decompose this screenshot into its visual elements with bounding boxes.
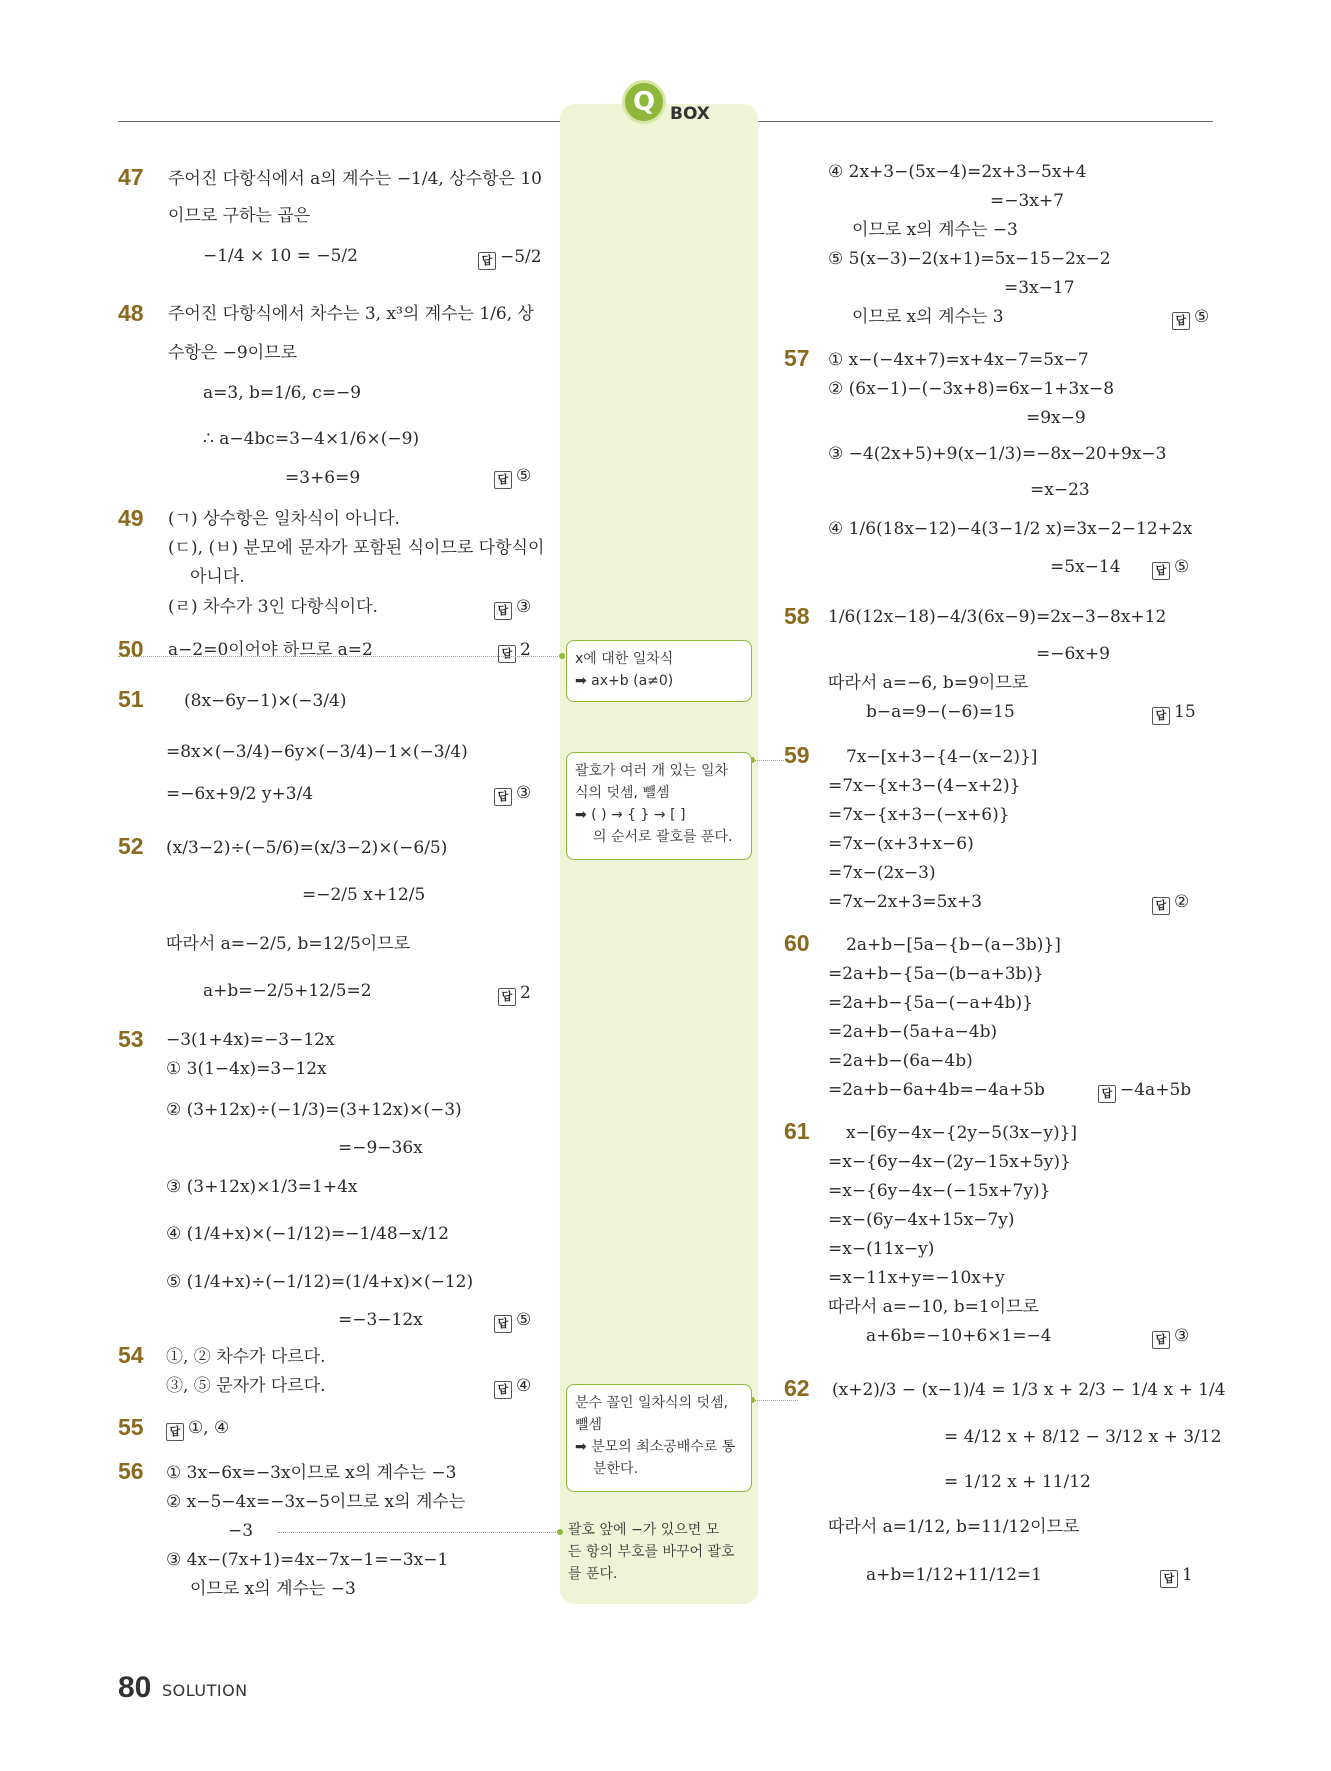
problem-number: 57 xyxy=(784,345,810,371)
tip-text: 의 순서로 괄호를 푼다. xyxy=(593,829,733,845)
solution-line: =2a+b−6a+4b=−4a+5b xyxy=(828,1080,1045,1100)
solution-line: = 1/12 x + 11/12 xyxy=(944,1472,1091,1492)
answer-mark-icon: 답 xyxy=(494,602,512,620)
tip-leader-line xyxy=(752,1400,798,1401)
tip-text: 뺄셈 xyxy=(575,1417,603,1433)
solution-line: =2a+b−{5a−(b−a+3b)} xyxy=(828,964,1044,984)
solution-line: (8x−6y−1)×(−3/4) xyxy=(184,691,347,711)
solution-line: 주어진 다항식에서 차수는 3, x³의 계수는 1/6, 상 xyxy=(168,304,534,324)
solution-line: ③ 4x−(7x+1)=4x−7x−1=−3x−1 xyxy=(166,1550,449,1570)
problem-number: 49 xyxy=(118,505,144,531)
solution-line: ② (3+12x)÷(−1/3)=(3+12x)×(−3) xyxy=(166,1100,462,1120)
answer-mark-icon: 답 xyxy=(1172,312,1190,330)
solution-line: ② x−5−4x=−3x−5이므로 x의 계수는 xyxy=(166,1492,466,1512)
answer: 답 ⑤ xyxy=(494,466,531,489)
answer: 답 ⑤ xyxy=(1172,307,1209,330)
problem-number: 52 xyxy=(118,833,144,859)
solution-line: ①, ② 차수가 다르다. xyxy=(166,1347,326,1367)
tip-connector-dot xyxy=(557,1529,563,1535)
solution-line: 이므로 구하는 곱은 xyxy=(168,206,311,226)
solution-line: a+6b=−10+6×1=−4 xyxy=(866,1326,1052,1346)
solution-line: =x−11x+y=−10x+y xyxy=(828,1268,1005,1288)
page-number: 80 xyxy=(118,1671,152,1704)
solution-line: =x−(11x−y) xyxy=(828,1239,935,1259)
problem-number: 55 xyxy=(118,1414,144,1440)
tip-text: ➡ ax+b (a≠0) xyxy=(575,673,674,689)
problem-number: 59 xyxy=(784,742,810,768)
tip-box-brackets xyxy=(566,752,752,860)
answer-mark-icon: 답 xyxy=(1152,707,1170,725)
qbox-label: BOX xyxy=(670,104,710,124)
solution-line: =2a+b−(6a−4b) xyxy=(828,1051,973,1071)
problem-number: 47 xyxy=(118,164,144,190)
solution-line: ④ 1/6(18x−12)−4(3−1/2 x)=3x−2−12+2x xyxy=(828,519,1193,539)
solution-line: ① x−(−4x+7)=x+4x−7=5x−7 xyxy=(828,350,1089,370)
answer-mark-icon: 답 xyxy=(478,252,496,270)
tip-text: 식의 덧셈, 뺄셈 xyxy=(575,785,670,801)
solution-line: ① 3(1−4x)=3−12x xyxy=(166,1059,327,1079)
solution-line: 7x−[x+3−{4−(x−2)}] xyxy=(846,747,1038,767)
solution-line: a+b=1/12+11/12=1 xyxy=(866,1565,1042,1585)
problem-number: 53 xyxy=(118,1026,144,1052)
problem-number: 60 xyxy=(784,930,810,956)
solution-line: =7x−(2x−3) xyxy=(828,863,936,883)
problem-number: 51 xyxy=(118,686,144,712)
qbox-icon: Q xyxy=(622,80,666,124)
solution-line: 따라서 a=−2/5, b=12/5이므로 xyxy=(166,934,411,954)
solution-line: (ㄱ) 상수항은 일차식이 아니다. xyxy=(168,509,400,529)
tip-leader-line xyxy=(118,656,562,657)
answer: 답 ③ xyxy=(494,597,531,620)
answer-mark-icon: 답 xyxy=(1160,1570,1178,1588)
solution-line: =x−{6y−4x−(2y−15x+5y)} xyxy=(828,1152,1071,1172)
tip-text: 괄호 앞에 −가 있으면 모 xyxy=(568,1522,720,1538)
solution-line: =2a+b−(5a+a−4b) xyxy=(828,1022,998,1042)
solution-line: ③ (3+12x)×1/3=1+4x xyxy=(166,1177,358,1197)
solution-line: =−3−12x xyxy=(338,1310,423,1330)
solution-line: ⑤ 5(x−3)−2(x+1)=5x−15−2x−2 xyxy=(828,249,1111,269)
solution-line: =5x−14 xyxy=(1050,557,1121,577)
solution-line: =7x−{x+3−(4−x+2)} xyxy=(828,776,1021,796)
solution-line: ② (6x−1)−(−3x+8)=6x−1+3x−8 xyxy=(828,379,1115,399)
answer-mark-icon: 답 xyxy=(498,988,516,1006)
solution-line: =−9−36x xyxy=(338,1138,423,1158)
answer: 답 ⑤ xyxy=(494,1310,531,1333)
answer-mark-icon: 답 xyxy=(494,1381,512,1399)
solution-line: ∴ a−4bc=3−4×1/6×(−9) xyxy=(203,429,420,449)
solution-line: =9x−9 xyxy=(1026,408,1086,428)
solution-line: =8x×(−3/4)−6y×(−3/4)−1×(−3/4) xyxy=(166,742,468,762)
problem-number: 56 xyxy=(118,1458,144,1484)
solution-line: (x/3−2)÷(−5/6)=(x/3−2)×(−6/5) xyxy=(166,838,448,858)
solution-line: 따라서 a=−6, b=9이므로 xyxy=(828,673,1029,693)
solution-line: ③ −4(2x+5)+9(x−1/3)=−8x−20+9x−3 xyxy=(828,444,1167,464)
solution-line: −1/4 × 10 = −5/2 xyxy=(203,246,358,266)
tip-text: x에 대한 일차식 xyxy=(575,651,674,667)
solution-line: 2a+b−[5a−{b−(a−3b)}] xyxy=(846,935,1061,955)
answer: 답 −5/2 xyxy=(478,247,542,270)
solution-line: =x−23 xyxy=(1030,480,1090,500)
solution-line: 따라서 a=1/12, b=11/12이므로 xyxy=(828,1517,1080,1537)
solution-line: b−a=9−(−6)=15 xyxy=(866,702,1015,722)
solution-line: 이므로 x의 계수는 3 xyxy=(852,307,1004,327)
solution-line: =3+6=9 xyxy=(285,468,361,488)
answer: 답 ⑤ xyxy=(1152,557,1189,580)
solution-line: ① 3x−6x=−3x이므로 x의 계수는 −3 xyxy=(166,1463,457,1483)
answer: 답 ② xyxy=(1152,892,1189,915)
tip-text: ➡ 분모의 최소공배수로 통 xyxy=(575,1439,736,1455)
problem-number: 58 xyxy=(784,603,810,629)
tip-text: 분수 꼴인 일차식의 덧셈, xyxy=(575,1395,729,1411)
answer-mark-icon: 답 xyxy=(166,1423,184,1441)
solution-line: 이므로 x의 계수는 −3 xyxy=(852,220,1018,240)
tip-text: ➡ ( ) → { } → [ ] xyxy=(575,807,686,823)
header-rule-left xyxy=(118,121,562,122)
solution-line: = 4/12 x + 8/12 − 3/12 x + 3/12 xyxy=(944,1427,1222,1447)
solution-line: a+b=−2/5+12/5=2 xyxy=(203,981,372,1001)
tip-text: 괄호가 여러 개 있는 일차 xyxy=(575,763,729,779)
solution-line: =7x−{x+3−(−x+6)} xyxy=(828,805,1010,825)
tip-box-linear-expression xyxy=(566,640,752,702)
solution-line: =−2/5 x+12/5 xyxy=(302,885,426,905)
answer-mark-icon: 답 xyxy=(494,471,512,489)
solution-line: (x+2)/3 − (x−1)/4 = 1/3 x + 2/3 − 1/4 x + 1/4 xyxy=(832,1380,1226,1400)
solution-line: (ㄷ), (ㅂ) 분모에 문자가 포함된 식이므로 다항식이 xyxy=(168,538,545,558)
solution-line: =3x−17 xyxy=(1004,278,1075,298)
solution-line: =−6x+9/2 y+3/4 xyxy=(166,784,314,804)
solution-line: =7x−(x+3+x−6) xyxy=(828,834,974,854)
tip-note-sign-change xyxy=(568,1519,754,1585)
answer: 답 1 xyxy=(1160,1565,1193,1588)
answer-mark-icon: 답 xyxy=(494,788,512,806)
answer: 답 ③ xyxy=(1152,1326,1189,1349)
footer-label: SOLUTION xyxy=(162,1681,248,1700)
solution-line: =x−{6y−4x−(−15x+7y)} xyxy=(828,1181,1051,1201)
solution-line: a−2=0이어야 하므로 a=2 xyxy=(168,640,373,660)
solution-line: =7x−2x+3=5x+3 xyxy=(828,892,983,912)
answer-mark-icon: 답 xyxy=(1152,1331,1170,1349)
answer: 답 ④ xyxy=(494,1376,531,1399)
answer: 답 ①, ④ xyxy=(166,1418,229,1441)
solution-line: ④ (1/4+x)×(−1/12)=−1/48−x/12 xyxy=(166,1224,449,1244)
answer-mark-icon: 답 xyxy=(498,645,516,663)
solution-line: −3 xyxy=(228,1521,254,1541)
solution-line: =2a+b−{5a−(−a+4b)} xyxy=(828,993,1033,1013)
solution-line: 수항은 −9이므로 xyxy=(168,343,297,363)
solution-line: a=3, b=1/6, c=−9 xyxy=(203,383,362,403)
tip-box-fraction xyxy=(566,1384,752,1492)
answer-mark-icon: 답 xyxy=(1098,1085,1116,1103)
tip-text: 를 푼다. xyxy=(568,1566,618,1582)
answer-mark-icon: 답 xyxy=(494,1315,512,1333)
answer: 답 2 xyxy=(498,640,531,663)
header-rule-right xyxy=(758,121,1213,122)
solution-line: 이므로 x의 계수는 −3 xyxy=(190,1579,356,1599)
solution-line: 1/6(12x−18)−4/3(6x−9)=2x−3−8x+12 xyxy=(828,607,1167,627)
answer-mark-icon: 답 xyxy=(1152,897,1170,915)
answer: 답 2 xyxy=(498,983,531,1006)
problem-number: 54 xyxy=(118,1342,144,1368)
solution-line: ⑤ (1/4+x)÷(−1/12)=(1/4+x)×(−12) xyxy=(166,1272,474,1292)
solution-line: ③, ⑤ 문자가 다르다. xyxy=(166,1376,326,1396)
solution-line: =x−(6y−4x+15x−7y) xyxy=(828,1210,1015,1230)
problem-number: 61 xyxy=(784,1118,810,1144)
solution-line: ④ 2x+3−(5x−4)=2x+3−5x+4 xyxy=(828,162,1087,182)
answer: 답 −4a+5b xyxy=(1098,1080,1191,1103)
solution-line: 따라서 a=−10, b=1이므로 xyxy=(828,1297,1039,1317)
tip-leader-line xyxy=(278,1532,560,1533)
tip-connector-dot xyxy=(559,653,565,659)
solution-line: 아니다. xyxy=(190,567,245,587)
solution-line: =−3x+7 xyxy=(990,191,1064,211)
tip-text: 분한다. xyxy=(593,1461,639,1477)
solution-line: 주어진 다항식에서 a의 계수는 −1/4, 상수항은 10 xyxy=(168,169,542,189)
problem-number: 62 xyxy=(784,1375,810,1401)
answer-mark-icon: 답 xyxy=(1152,562,1170,580)
solution-line: −3(1+4x)=−3−12x xyxy=(166,1030,335,1050)
tip-text: 든 항의 부호를 바꾸어 괄호 xyxy=(568,1544,735,1560)
answer: 답 ③ xyxy=(494,783,531,806)
tip-leader-line xyxy=(752,760,784,761)
problem-number: 48 xyxy=(118,300,144,326)
solution-line: (ㄹ) 차수가 3인 다항식이다. xyxy=(168,597,378,617)
problem-number: 50 xyxy=(118,636,144,662)
solution-line: =−6x+9 xyxy=(1036,644,1110,664)
solution-line: x−[6y−4x−{2y−5(3x−y)}] xyxy=(846,1123,1078,1143)
answer: 답 15 xyxy=(1152,702,1196,725)
